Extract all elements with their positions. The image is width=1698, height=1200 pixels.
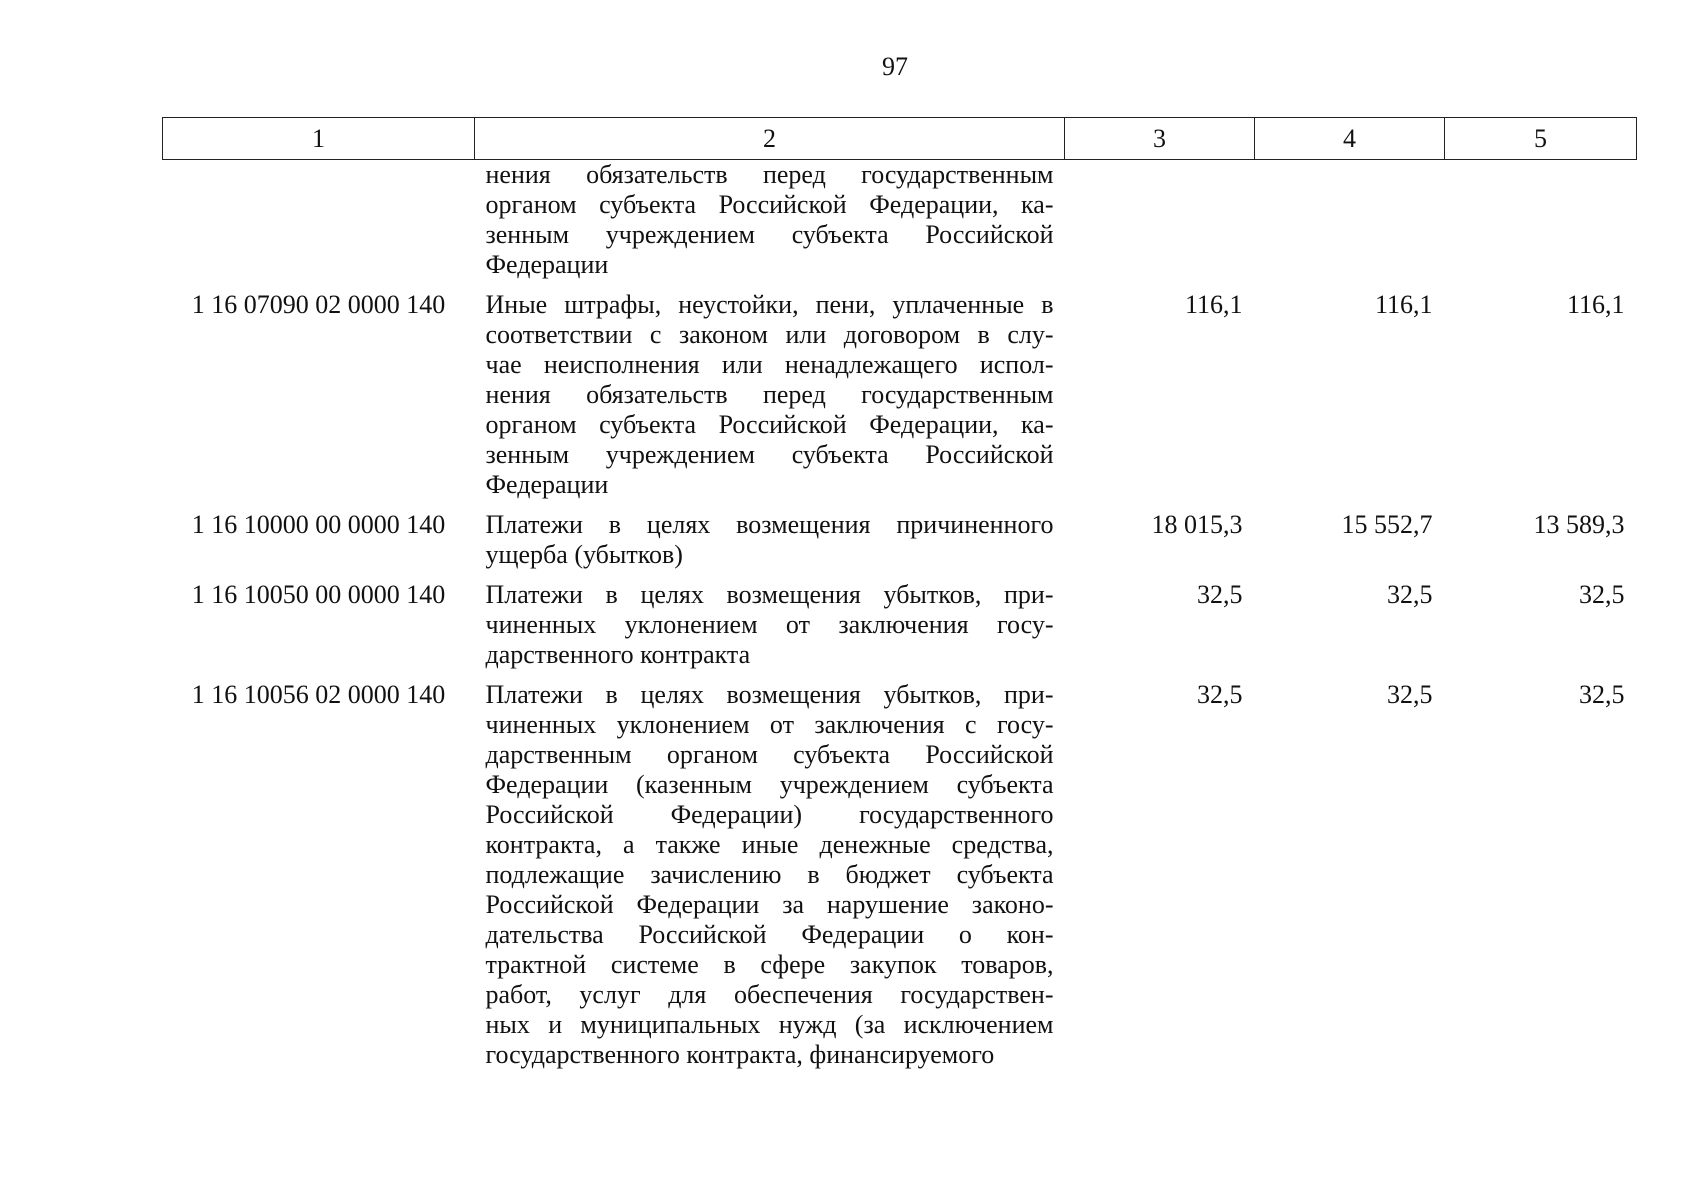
table-body (163, 160, 1637, 1081)
description-line: государственного контракта, финансируемого (485, 1040, 995, 1069)
header-col-3: 3 (1065, 118, 1255, 160)
description-line: органом субъекта Российской Федерации, ка- (485, 190, 1054, 219)
description-line: чае неисполнения или ненадлежащего испол- (485, 350, 1054, 379)
amount-year-1 (1065, 160, 1255, 291)
amount-year-2: 116,1 (1374, 290, 1433, 319)
table-row (163, 580, 1637, 680)
description-line: органом субъекта Российской Федерации, ка- (485, 410, 1054, 439)
table-row (163, 160, 1637, 291)
description-line: чиненных уклонением от заключения госу- (485, 610, 1054, 639)
table-header (163, 118, 1637, 160)
table-row (163, 680, 1637, 1080)
income-description (475, 290, 1065, 510)
income-description (475, 510, 1065, 580)
description-line: зенным учреждением субъекта Российской (485, 220, 1054, 249)
description-line: чиненных уклонением от заключения с госу- (485, 710, 1054, 739)
header-col-1: 1 (163, 118, 475, 160)
header-col-5: 5 (1445, 118, 1637, 160)
amount-year-2 (1255, 160, 1445, 291)
description-line: Платежи в целях возмещения убытков, при- (485, 580, 1054, 609)
description-line: трактной системе в сфере закупок товаров, (485, 950, 1054, 979)
amount-year-2: 15 552,7 (1341, 510, 1433, 539)
amount-year-3: 32,5 (1579, 680, 1625, 709)
header-row (163, 118, 1637, 160)
description-line: Федерации (485, 250, 609, 279)
description-line: контракта, а также иные денежные средства, (485, 830, 1054, 859)
description-line: нения обязательств перед государственным (485, 160, 1054, 189)
amount-year-1: 32,5 (1197, 680, 1243, 709)
budget-table (162, 117, 1637, 1080)
description-line: Российской Федерации) государственного (485, 800, 1054, 829)
income-description (475, 160, 1065, 291)
description-line: ных и муниципальных нужд (за исключением (485, 1010, 1054, 1039)
page-number: 97 (882, 52, 908, 81)
header-col-2: 2 (475, 118, 1065, 160)
budget-code (163, 160, 475, 291)
description-line: Федерации (485, 470, 609, 499)
description-line: Российской Федерации за нарушение законо- (485, 890, 1054, 919)
budget-code: 1 16 07090 02 0000 140 (191, 290, 446, 319)
budget-code: 1 16 10056 02 0000 140 (191, 680, 446, 709)
description-line: Платежи в целях возмещения убытков, при- (485, 680, 1054, 709)
table-row (163, 290, 1637, 510)
amount-year-3: 13 589,3 (1533, 510, 1625, 539)
description-line: соответствии с законом или договором в слу- (485, 320, 1054, 349)
amount-year-1: 18 015,3 (1151, 510, 1243, 539)
description-line: работ, услуг для обеспечения государствен- (485, 980, 1054, 1009)
description-line: Федерации (казенным учреждением субъекта (485, 770, 1054, 799)
amount-year-2: 32,5 (1387, 680, 1433, 709)
description-line: зенным учреждением субъекта Российской (485, 440, 1054, 469)
description-line: дательства Российской Федерации о кон- (485, 920, 1054, 949)
amount-year-3 (1445, 160, 1637, 291)
description-line: дарственным органом субъекта Российской (485, 740, 1054, 769)
income-description (475, 580, 1065, 680)
income-description (475, 680, 1065, 1080)
table-row (163, 510, 1637, 580)
amount-year-3: 116,1 (1566, 290, 1625, 319)
description-line: ущерба (убытков) (485, 540, 683, 569)
description-line: Платежи в целях возмещения причиненного (485, 510, 1054, 539)
amount-year-2: 32,5 (1387, 580, 1433, 609)
header-col-4: 4 (1255, 118, 1445, 160)
description-line: Иные штрафы, неустойки, пени, уплаченные в (485, 290, 1054, 319)
description-line: нения обязательств перед государственным (485, 380, 1054, 409)
amount-year-1: 116,1 (1184, 290, 1243, 319)
description-line: подлежащие зачислению в бюджет субъекта (485, 860, 1054, 889)
budget-code: 1 16 10000 00 0000 140 (191, 510, 446, 539)
amount-year-1: 32,5 (1197, 580, 1243, 609)
description-line: дарственного контракта (485, 640, 751, 669)
amount-year-3: 32,5 (1579, 580, 1625, 609)
budget-code: 1 16 10050 00 0000 140 (191, 580, 446, 609)
